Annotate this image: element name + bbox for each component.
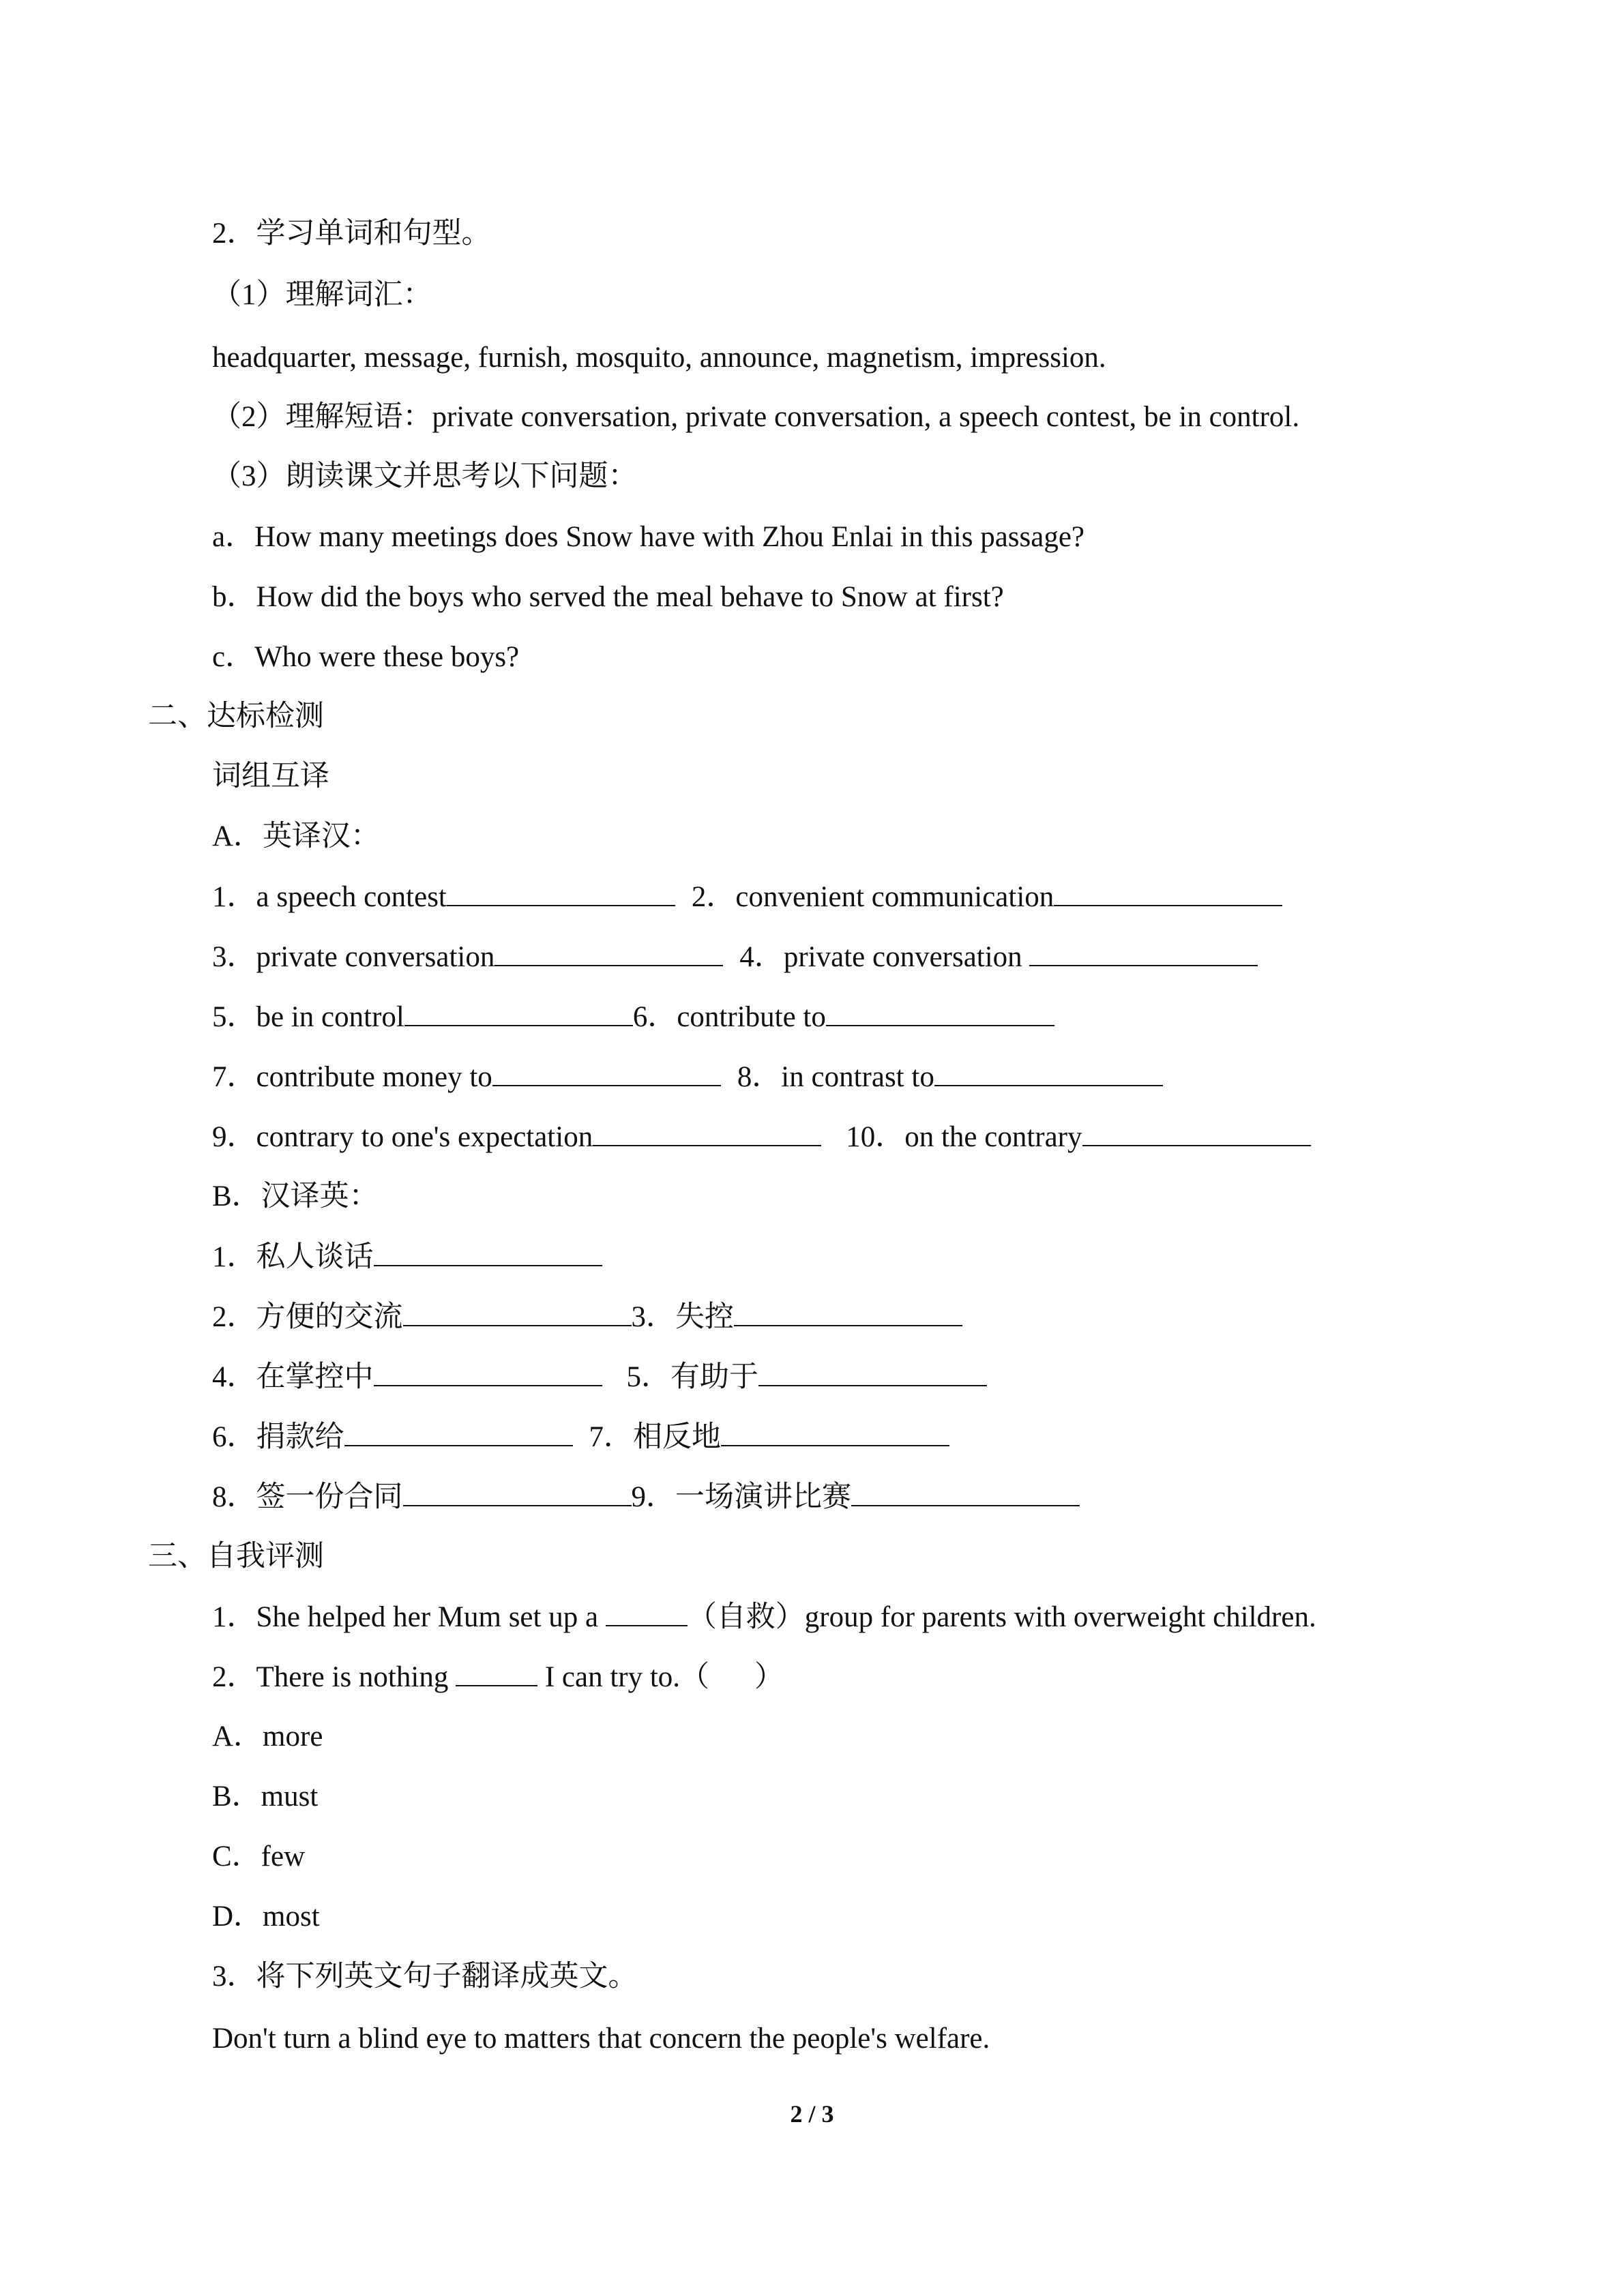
partA-row-1: 1．a speech contest 2．convenient communication [212,878,1282,916]
partB-row-4: 6．捐款给 7．相反地 [212,1418,949,1457]
sub3-title: （3）朗读课文并思考以下问题： [212,460,638,492]
q3-title: 3．将下列英文句子翻译成英文。 [212,1960,638,1993]
sub1-title: （1）理解词汇： [212,279,432,311]
item2-title: 2．学习单词和句型。 [212,218,491,250]
partA-row-4: 7．contribute money to 8．in contrast to [212,1058,1163,1097]
answer-blank[interactable] [851,1478,1080,1506]
answer-blank[interactable] [934,1058,1163,1086]
question-a: a．How many meetings does Snow have with Zhou Enlai in this passage? [212,521,1085,553]
answer-blank[interactable] [758,1358,987,1386]
partA-row-2: 3．private conversation 4．private conversation [212,938,1258,976]
q3-sentence: Don't turn a blind eye to matters that concern the people's welfare. [212,2023,990,2055]
section2-heading: 二、达标检测 [148,700,324,732]
question-c: c．Who were these boys? [212,641,520,673]
option-d: D．most [212,1900,320,1933]
answer-blank[interactable] [374,1238,602,1266]
answer-blank[interactable] [492,1058,721,1086]
answer-blank[interactable] [456,1658,537,1686]
vocab-words: headquarter, message, furnish, mosquito, announce, magnetism, impression. [212,342,1106,374]
partB-row-1: 1．私人谈话 [212,1238,602,1277]
partB-row-3: 4．在掌控中 5．有助于 [212,1358,987,1397]
self-test-q2: 2．There is nothing I can try to.（ ） [212,1658,784,1697]
partA-title: A．英译汉： [212,820,381,852]
partA-row-3: 5．be in control 6．contribute to [212,998,1054,1037]
question-b: b．How did the boys who served the meal behave to Snow at first? [212,581,1004,613]
answer-blank[interactable] [721,1418,949,1446]
section3-heading: 三、自我评测 [148,1540,324,1572]
self-test-q1: 1．She helped her Mum set up a （自救）group for parents with overweight children. [212,1598,1316,1637]
answer-blank[interactable] [403,1298,632,1326]
option-a: A．more [212,1720,323,1753]
phrases-line: （2）理解短语：private conversation, private conversation, a speech contest, be in control. [212,401,1300,433]
answer-blank[interactable] [494,938,723,966]
option-c: C．few [212,1840,306,1873]
answer-blank[interactable] [374,1358,602,1386]
answer-blank[interactable] [1082,1118,1311,1146]
answer-blank[interactable] [1054,878,1282,906]
answer-blank[interactable] [593,1118,821,1146]
answer-blank[interactable] [404,998,633,1026]
answer-blank[interactable] [447,878,675,906]
partA-row-5: 9．contrary to one's expectation 10．on the contrary [212,1118,1311,1157]
partB-row-2: 2．方便的交流 3．失控 [212,1298,962,1337]
section2-subheading: 词组互译 [212,760,329,792]
answer-blank[interactable] [826,998,1054,1026]
page-number: 2 / 3 [790,2100,834,2128]
partB-title: B．汉译英： [212,1180,379,1212]
answer-blank[interactable] [403,1478,632,1506]
answer-blank[interactable] [1029,938,1258,966]
answer-blank[interactable] [606,1598,688,1626]
answer-blank[interactable] [734,1298,962,1326]
option-b: B．must [212,1780,319,1813]
partB-row-5: 8．签一份合同 9．一场演讲比赛 [212,1478,1080,1517]
answer-blank[interactable] [344,1418,573,1446]
